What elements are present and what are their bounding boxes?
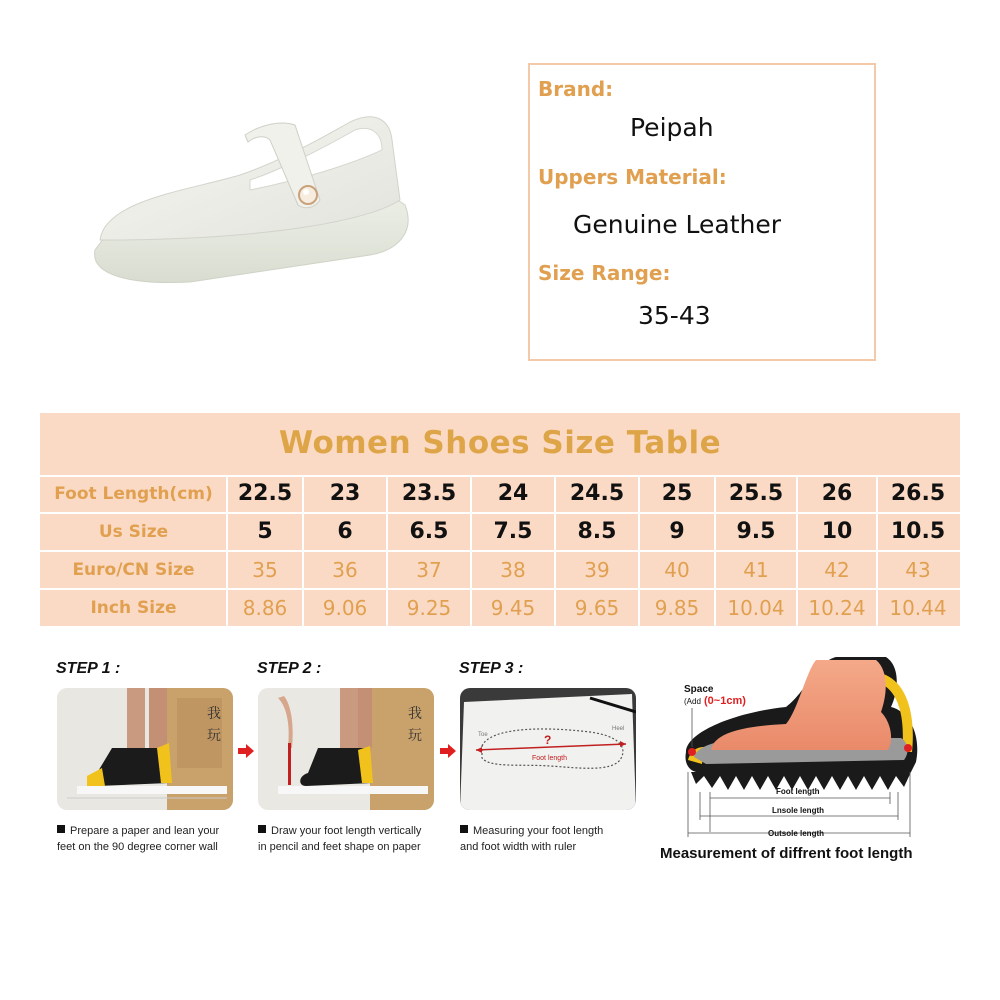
bullet-icon — [460, 825, 468, 833]
step-3-foot-length-label: Foot length — [532, 755, 568, 762]
size-table-cell: 10.04 — [727, 595, 785, 620]
bullet-icon — [57, 825, 65, 833]
step-3-photo — [460, 688, 636, 810]
step-3-title: STEP 3 : — [459, 660, 524, 677]
step-1-description — [57, 823, 247, 855]
step-2-desc-line1: Draw your foot length vertically — [271, 825, 422, 837]
svg-text:玩: 玩 — [207, 727, 221, 743]
step-3-desc-line2: and foot width with ruler — [460, 841, 577, 853]
foot-measurement-diagram — [676, 652, 944, 842]
size-table-cell: 26 — [821, 481, 853, 506]
size-table-cell: 25 — [661, 481, 693, 506]
size-table-cell: 8.5 — [577, 519, 617, 544]
size-table-cell: 7.5 — [493, 519, 533, 544]
step-1-photo — [57, 688, 233, 810]
size-table-cell: 9.5 — [736, 519, 776, 544]
shoe-product-image — [70, 80, 430, 310]
step-1-desc-line2: feet on the 90 degree corner wall — [57, 841, 218, 853]
size-table-cell: 26.5 — [890, 481, 946, 506]
size-table-row-header: Foot Length(cm) — [54, 483, 213, 504]
size-table-cell: 9 — [669, 519, 685, 544]
size-table — [40, 413, 960, 626]
foot-diagram-caption: Measurement of diffrent foot length — [660, 845, 913, 862]
size-table-cell: 5 — [257, 519, 273, 544]
size-table-cell: 37 — [416, 557, 442, 582]
size-table-cell: 6 — [337, 519, 353, 544]
material-label: Uppers Material: — [538, 165, 727, 189]
step-3-question-mark: ? — [544, 733, 552, 747]
step-1-desc-line1: Prepare a paper and lean your — [70, 825, 220, 837]
size-table-cell: 9.06 — [322, 595, 368, 620]
foot-length-label: Foot length — [776, 787, 820, 796]
size-table-cell: 40 — [664, 557, 690, 582]
size-table-row — [40, 589, 960, 626]
size-table-cell: 39 — [584, 557, 610, 582]
size-table-row-header: Euro/CN Size — [72, 559, 195, 580]
size-table-cell: 42 — [824, 557, 850, 582]
step-2-description — [258, 823, 448, 855]
size-table-title: Women Shoes Size Table — [278, 425, 722, 461]
size-table-cell: 6.5 — [409, 519, 449, 544]
product-info-box — [528, 63, 876, 361]
size-table-cell: 9.25 — [406, 595, 452, 620]
size-table-cell: 43 — [905, 557, 931, 582]
size-range-value: 35-43 — [638, 301, 711, 330]
size-table-cell: 9.45 — [490, 595, 536, 620]
step-3-description — [460, 823, 650, 855]
space-add-range: (0~1cm) — [704, 695, 746, 707]
brand-value: Peipah — [630, 113, 714, 142]
brand-label: Brand: — [538, 77, 614, 101]
bullet-icon — [258, 825, 266, 833]
table-divider — [40, 512, 960, 514]
size-table-cell: 23.5 — [401, 481, 457, 506]
step-1-title: STEP 1 : — [56, 660, 121, 677]
size-table-cell: 8.86 — [242, 595, 288, 620]
step-3-heel-label: Heel — [612, 726, 625, 732]
size-table-row — [40, 551, 960, 588]
step-2-photo — [258, 688, 434, 810]
size-table-row — [40, 513, 960, 550]
step-2-desc-line2: in pencil and feet shape on paper — [258, 841, 421, 853]
size-table-cell: 9.85 — [654, 595, 700, 620]
arrow-right-icon — [238, 744, 254, 758]
size-table-cell: 38 — [500, 557, 526, 582]
size-table-cell: 24 — [497, 481, 529, 506]
size-table-cell: 36 — [332, 557, 358, 582]
size-table-cell: 35 — [252, 557, 278, 582]
size-table-row — [40, 475, 960, 512]
size-table-cell: 24.5 — [569, 481, 625, 506]
size-table-cell: 10.44 — [889, 595, 947, 620]
outsole-length-label: Outsole length — [768, 829, 824, 838]
space-label: Space — [684, 684, 714, 695]
size-table-cell: 10 — [821, 519, 853, 544]
insole-length-label: Lnsole length — [772, 806, 824, 815]
step-2-title: STEP 2 : — [257, 660, 322, 677]
size-table-cell: 10.24 — [808, 595, 866, 620]
size-table-row-header: Inch Size — [90, 597, 177, 618]
size-table-cell: 22.5 — [237, 481, 293, 506]
size-table-cell: 23 — [329, 481, 361, 506]
size-range-label: Size Range: — [538, 261, 671, 285]
material-value: Genuine Leather — [573, 210, 782, 239]
svg-text:我: 我 — [408, 705, 422, 721]
table-divider — [40, 550, 960, 552]
table-divider — [40, 475, 960, 477]
size-table-cell: 25.5 — [728, 481, 784, 506]
table-divider — [40, 588, 960, 590]
size-table-cell: 41 — [743, 557, 769, 582]
step-3-toe-label: Toe — [478, 732, 488, 738]
svg-text:我: 我 — [207, 705, 221, 721]
step-3-desc-line1: Measuring your foot length — [473, 825, 604, 837]
arrow-right-icon — [440, 744, 456, 758]
size-table-cell: 9.65 — [574, 595, 620, 620]
space-add-prefix: (Add — [684, 697, 701, 706]
size-table-row-header: Us Size — [98, 521, 169, 542]
svg-text:玩: 玩 — [408, 727, 422, 743]
size-table-cell: 10.5 — [890, 519, 946, 544]
